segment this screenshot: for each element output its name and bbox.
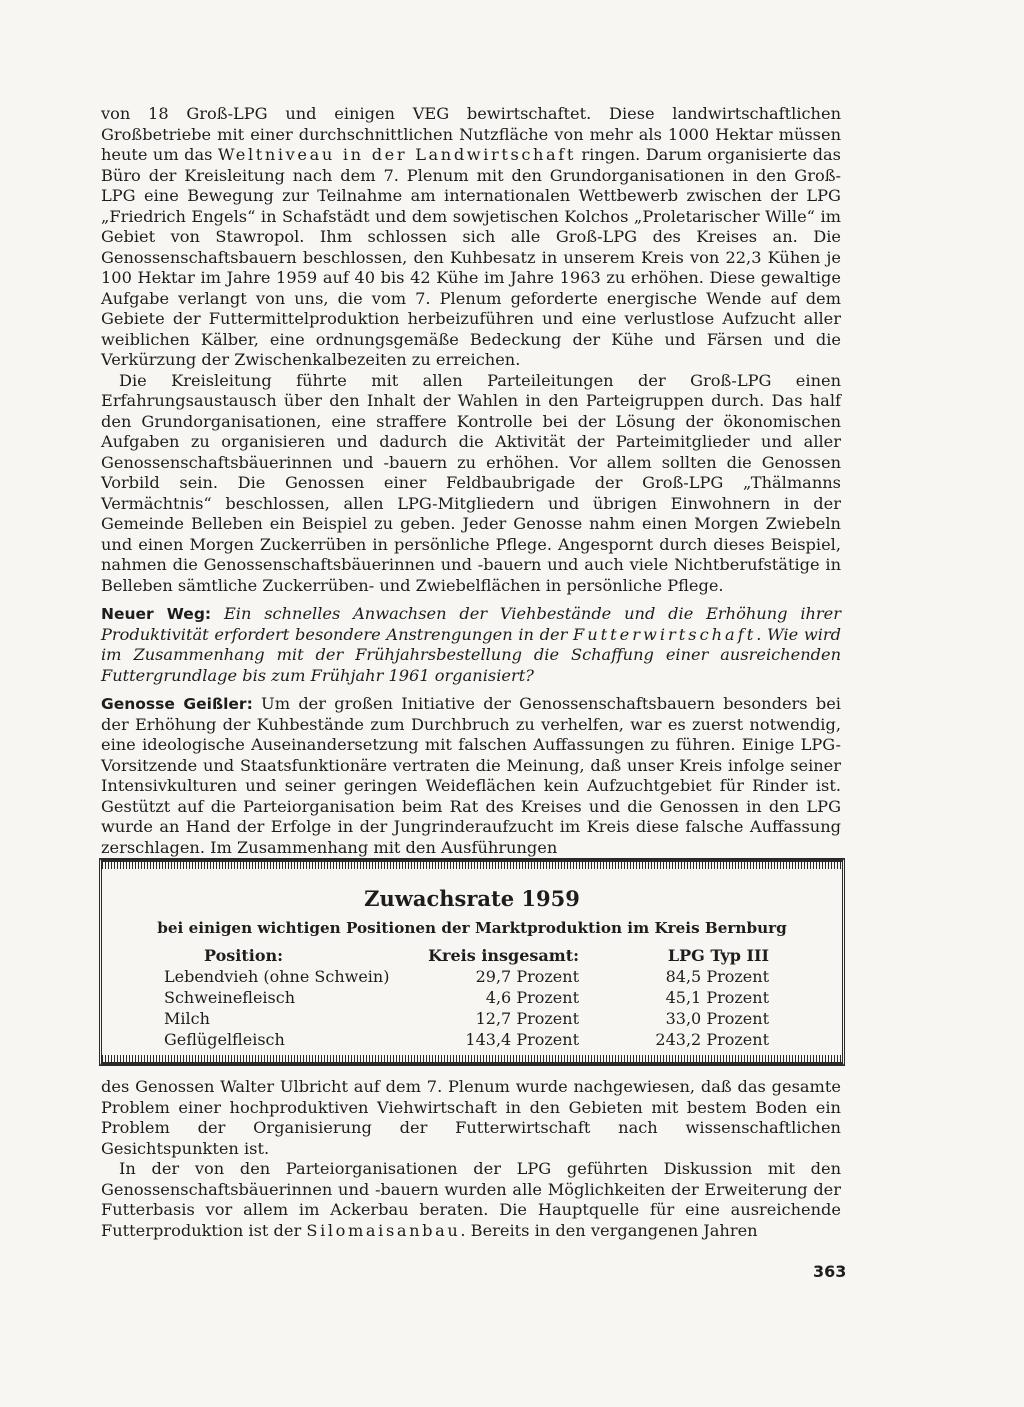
table-row: [164, 987, 784, 1008]
header-kreis: Kreis insgesamt:: [428, 946, 579, 965]
question-paragraph: [101, 604, 841, 686]
paragraph-4: des Genossen Walter Ulbricht auf dem 7. Plenum wurde nachgewiesen, daß das gesamte Problem einer hochproduktiven Viehwirtschaft in den Gebieten mit bestem Boden ein Problem der Organisierung der Futterwirtschaft nach wissenschaftlichen Gesichtspunkten ist.: [101, 1077, 841, 1158]
paragraph-5: [101, 1159, 841, 1241]
table-cell: 84,5 Prozent: [665, 967, 769, 986]
paragraph-1-spaced-text: Weltniveau in der Landwirtschaft: [217, 145, 577, 164]
table-cell: Lebendvieh (ohne Schwein): [164, 967, 390, 986]
table-row: [164, 1029, 784, 1050]
table-cell: 45,1 Prozent: [665, 988, 769, 1007]
page-number: 363: [813, 1262, 847, 1281]
statistics-table: [164, 945, 784, 1050]
header-lpg: LPG Typ III: [667, 946, 769, 965]
header-position: Position:: [204, 946, 284, 965]
question-lead: Neuer Weg:: [101, 605, 212, 623]
table-cell: 243,2 Prozent: [655, 1030, 769, 1049]
table-cell: 12,7 Prozent: [475, 1009, 579, 1028]
table-cell: Milch: [164, 1009, 210, 1028]
main-text-column: [101, 104, 841, 858]
question-text-a: Ein schnelles Anwachsen der Viehbestände und die Erhöhung ihrer Produktivität erfordert besondere Anstrengungen in der: [101, 604, 841, 644]
table-row: [164, 1008, 784, 1029]
paragraph-2: Die Kreisleitung führte mit allen Parteileitungen der Groß-LPG einen Erfahrungsaustausch über den Inhalt der Wahlen in den Parteigruppen durch. Das half den Grundorganisationen, eine straffere Kontrolle bei der Lösung der ökonomischen Aufgaben zu organisieren und dadurch die Aktivität der Parteimitglieder und aller Genossenschaftsbäuerinnen und -bauern zu erhöhen. Vor allem sollten die Genossen Vorbild sein. Die Genossen einer Feldbaubrigade der Groß-LPG „Thälmanns Vermächtnis“ beschlossen, allen LPG-Mitgliedern und übrigen Einwohnern in der Gemeinde Belleben ein Beispiel zu geben. Jeder Genosse nahm einen Morgen Zwiebeln und einen Morgen Zuckerrüben in persönliche Pflege. Angespornt durch dieses Beispiel, nahmen die Genossenschaftsbäuerinnen und -bauern und auch viele Nichtberufstätige in Belleben sämtliche Zuckerrüben- und Zwiebelflächen in persönliche Pflege.: [101, 370, 841, 595]
question-text-c: . Wie wird im Zusammenhang mit der Frühjahrsbestellung die Schaffung einer ausreichenden Futtergrundlage bis zum Frühjahr 1961 organisiert?: [101, 624, 841, 685]
paragraph-5-text-c: . Bereits in den vergangenen Jahren: [460, 1220, 758, 1240]
answer-lead: Genosse Geißler:: [101, 695, 253, 713]
answer-paragraph: [101, 694, 841, 858]
statistics-box: [99, 858, 845, 1066]
paragraph-1: [101, 104, 841, 371]
continued-text-column: [101, 1077, 841, 1241]
paragraph-5-spaced-text: Silomaisanbau: [306, 1220, 461, 1240]
paragraph-1-text-c: ringen. Darum organisierte das Büro der Kreisleitung nach dem 7. Plenum mit den Grundorganisationen in den Groß-LPG eine Bewegung zur Teilnahme am internationalen Wettbewerb zwischen der LPG „Friedrich Engels“ in Schafstädt und dem sowjetischen Kolchos „Proletarischer Wille“ im Gebiet von Stawropol. Ihm schlossen sich alle Groß-LPG des Kreises an. Die Genossenschaftsbauern beschlossen, den Kuhbesatz in unserem Kreis von 22,3 Kühen je 100 Hektar im Jahre 1959 auf 40 bis 42 Kühe im Jahre 1963 zu erhöhen. Diese gewaltige Aufgabe verlangt von uns, die vom 7. Plenum geforderte energische Wende auf dem Gebiete der Futtermittelproduktion herbeizuführen und eine verlustlose Aufzucht aller weiblichen Kälber, eine ordnungsgemäße Bedeckung der Kühe und Färsen und die Verkürzung der Zwischenkalbezeiten zu erreichen.: [101, 145, 841, 369]
table-cell: Geflügelfleisch: [164, 1030, 285, 1049]
question-spaced-text: Futterwirtschaft: [573, 624, 757, 644]
answer-text: Um der großen Initiative der Genossenschaftsbauern besonders bei der Erhöhung der Kuhbestände zum Durchbruch zu verhelfen, war es zuerst notwendig, eine ideologische Auseinandersetzung mit falschen Auffassungen zu führen. Einige LPG-Vorsitzende und Staatsfunktionäre vertraten die Meinung, daß unser Kreis infolge seiner Intensivkulturen und seiner geringen Weideflächen kein Aufzuchtgebiet für Rinder ist. Gestützt auf die Parteiorganisation beim Rat des Kreises und die Genossen in den LPG wurde an Hand der Erfolge in der Jungrinderaufzucht im Kreis diese falsche Auffassung zerschlagen. Im Zusammenhang mit den Ausführungen: [101, 694, 841, 857]
box-subtitle: bei einigen wichtigen Positionen der Marktproduktion im Kreis Bernburg: [157, 919, 787, 937]
paragraph-5-text-a: In der von den Parteiorganisationen der LPG geführten Diskussion mit den Genossenschaftsbäuerinnen und -bauern wurden alle Möglichkeiten der Erweiterung der Futterbasis vor allem im Ackerbau beraten. Die Hauptquelle für eine ausreichende Futterproduktion ist der: [101, 1159, 841, 1240]
table-cell: 4,6 Prozent: [485, 988, 579, 1007]
paragraph-1-text-a: von 18 Groß-LPG und einigen VEG bewirtschaftet. Diese landwirtschaftlichen Großbetriebe mit einer durchschnittlichen Nutzfläche von mehr als 1000 Hektar müssen heute um das: [101, 104, 841, 164]
table-cell: 33,0 Prozent: [665, 1009, 769, 1028]
table-header-row: [164, 945, 784, 966]
table-cell: 143,4 Prozent: [465, 1030, 579, 1049]
table-cell: Schweinefleisch: [164, 988, 296, 1007]
box-title: Zuwachsrate 1959: [364, 886, 580, 911]
table-row: [164, 966, 784, 987]
table-cell: 29,7 Prozent: [475, 967, 579, 986]
